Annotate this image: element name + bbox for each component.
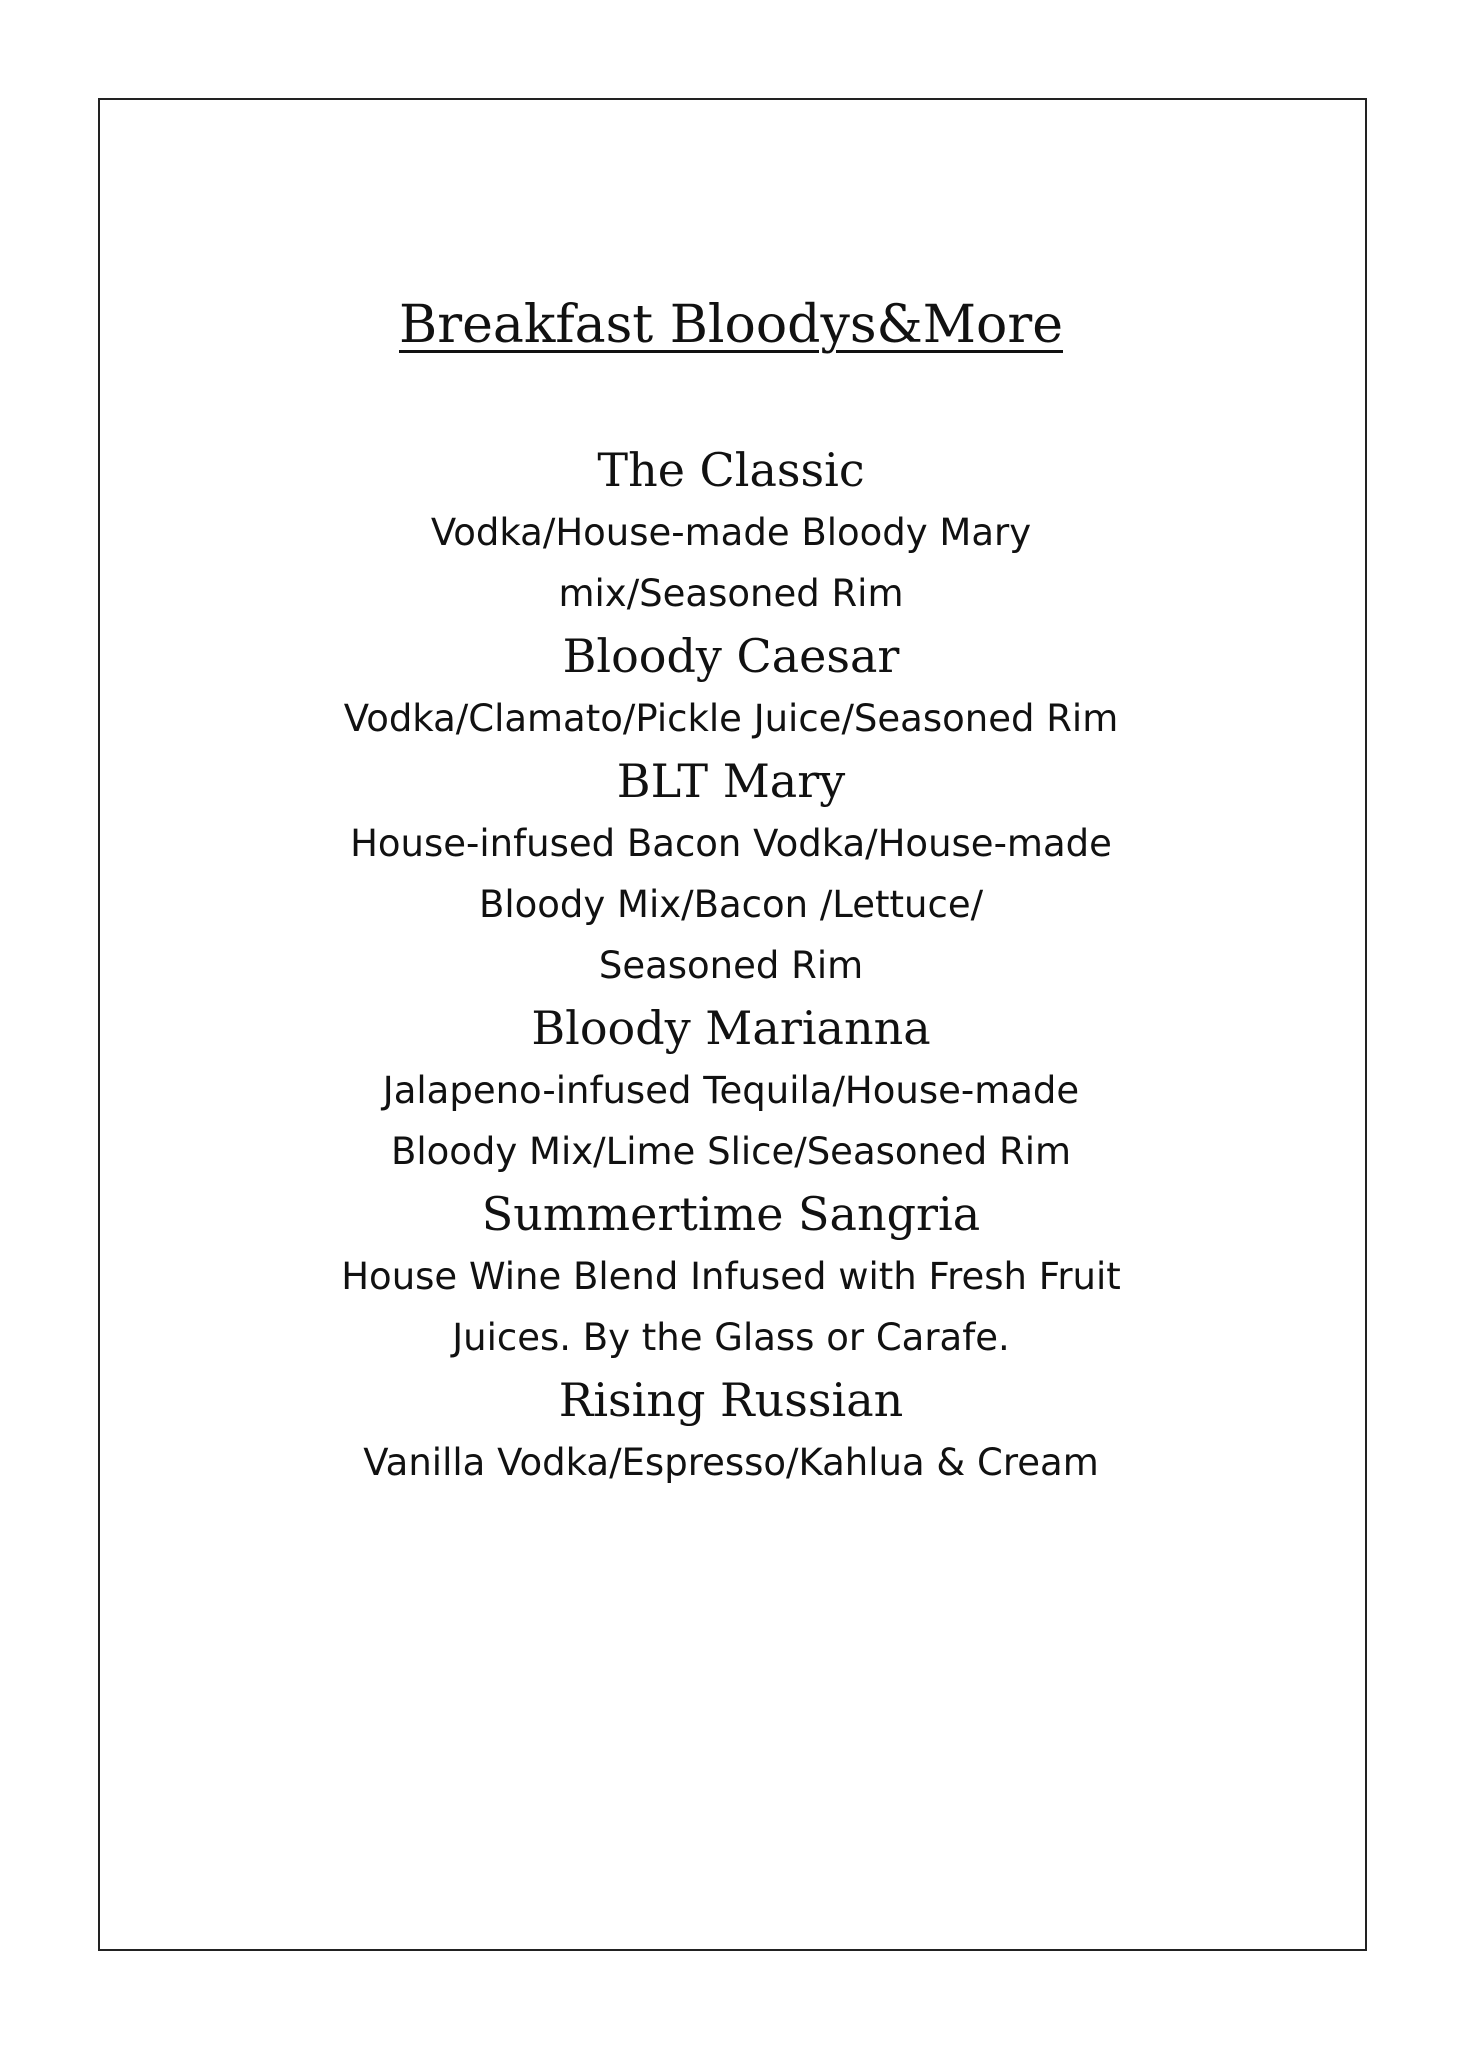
menu-item [0, 1182, 1462, 1368]
menu-item-name: Summertime Sangria [481, 1187, 981, 1241]
menu-item-description: Vodka/Clamato/Pickle Juice/Seasoned Rim [343, 697, 1119, 740]
menu-title: Breakfast Bloodys&More [399, 295, 1063, 355]
menu-item-name: Bloody Marianna [531, 1001, 931, 1055]
menu-item-description: Vanilla Vodka/Espresso/Kahlua & Cream [363, 1441, 1099, 1484]
menu-item-description: Vodka/House-made Bloody Mary mix/Seasoned Rim [430, 511, 1032, 615]
menu-item-description: House Wine Blend Infused with Fresh Fruit Juices. By the Glass or Carafe. [341, 1255, 1121, 1359]
menu-item-name: The Classic [597, 443, 865, 497]
menu-item [0, 438, 1462, 624]
menu-item [0, 749, 1462, 996]
menu-content [0, 290, 1462, 1493]
menu-item [0, 996, 1462, 1182]
menu-item [0, 1368, 1462, 1493]
menu-item [0, 624, 1462, 749]
menu-item-description: House-infused Bacon Vodka/House-made Bloody Mix/Bacon /Lettuce/ Seasoned Rim [350, 822, 1112, 987]
menu-item-description: Jalapeno-infused Tequila/House-made Bloody Mix/Lime Slice/Seasoned Rim [382, 1069, 1080, 1173]
menu-item-name: BLT Mary [616, 754, 846, 808]
menu-item-name: Rising Russian [558, 1373, 904, 1427]
menu-items-list [0, 438, 1462, 1493]
menu-item-name: Bloody Caesar [562, 629, 900, 683]
